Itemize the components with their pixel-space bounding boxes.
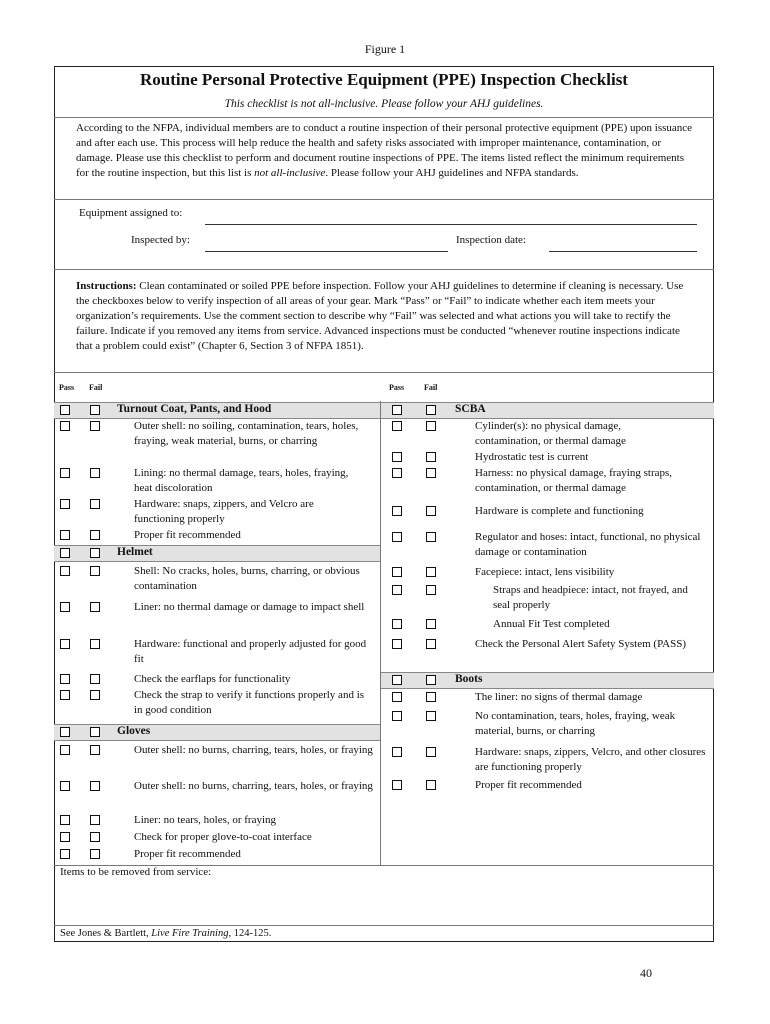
turnout-section-fail-checkbox[interactable] [90, 405, 100, 415]
turnout-item-3-pass-checkbox[interactable] [60, 499, 70, 509]
boots-item-1-fail-checkbox[interactable] [426, 692, 436, 702]
scba-item-8-pass-checkbox[interactable] [392, 619, 402, 629]
scba-item-4-pass-checkbox[interactable] [392, 506, 402, 516]
fail-header-left: Fail [89, 383, 103, 392]
scba-item-7: Straps and headpiece: intact, not frayed, and seal properly [493, 584, 688, 611]
boots-item-4-pass-checkbox[interactable] [392, 780, 402, 790]
scba-item-8: Annual Fit Test completed [493, 618, 610, 630]
turnout-item-4-fail-checkbox[interactable] [90, 530, 100, 540]
gloves-section-fail-checkbox[interactable] [90, 727, 100, 737]
turnout-section-pass-checkbox[interactable] [60, 405, 70, 415]
turnout-item-1-fail-checkbox[interactable] [90, 421, 100, 431]
turnout-item-2-pass-checkbox[interactable] [60, 468, 70, 478]
helmet-item-4-fail-checkbox[interactable] [90, 674, 100, 684]
helmet-item-4-pass-checkbox[interactable] [60, 674, 70, 684]
scba-item-2-fail-checkbox[interactable] [426, 452, 436, 462]
column-divider [380, 401, 381, 865]
page-subtitle: This checklist is not all-inclusive. Please follow your AHJ guidelines. [224, 98, 544, 110]
helmet-section-header [54, 545, 380, 562]
intro-text: According to the NFPA, individual members are to conduct a routine inspection of their personal protective equipment (PPE) upon issuance and after each use. This process will help reduce the health and safety risks associated with improper maintenance, contamination, or damage. Please use this checklist to perform and document routine inspections of PPE. The items listed reflect the minimum requirements for the routine inspection, but this list is [76, 122, 693, 179]
boots-item-1-pass-checkbox[interactable] [392, 692, 402, 702]
boots-section-pass-checkbox[interactable] [392, 675, 402, 685]
divider [54, 372, 714, 373]
divider [54, 117, 714, 118]
inspection-date-label: Inspection date: [456, 234, 526, 246]
scba-item-3-fail-checkbox[interactable] [426, 468, 436, 478]
inspection-date-field[interactable] [549, 251, 697, 252]
page-title: Routine Personal Protective Equipment (PPE) Inspection Checklist [140, 70, 628, 89]
scba-item-4-fail-checkbox[interactable] [426, 506, 436, 516]
turnout-section-title: Turnout Coat, Pants, and Hood [117, 403, 272, 415]
scba-item-9-fail-checkbox[interactable] [426, 639, 436, 649]
gloves-item-5-fail-checkbox[interactable] [90, 849, 100, 859]
gloves-item-2-fail-checkbox[interactable] [90, 781, 100, 791]
turnout-item-1-pass-checkbox[interactable] [60, 421, 70, 431]
divider [54, 925, 714, 926]
gloves-item-2-pass-checkbox[interactable] [60, 781, 70, 791]
helmet-item-1: Shell: No cracks, holes, burns, charring, or obvious contamination [134, 565, 360, 592]
pass-header-left: Pass [59, 383, 75, 392]
turnout-item-2: Lining: no thermal damage, tears, holes, fraying, heat discoloration [134, 467, 349, 494]
helmet-item-2-fail-checkbox[interactable] [90, 602, 100, 612]
scba-item-6: Facepiece: intact, lens visibility [475, 566, 615, 578]
scba-item-5-pass-checkbox[interactable] [392, 532, 402, 542]
helmet-item-2-pass-checkbox[interactable] [60, 602, 70, 612]
boots-item-3-pass-checkbox[interactable] [392, 747, 402, 757]
footer-citation [60, 928, 271, 939]
instructions-text: Clean contaminated or soiled PPE before inspection. Follow your AHJ guidelines to determine if cleaning is necessary. Use the checkboxes below to verify inspection of all areas of your gear. Mark “Pass” or “Fail” to indicate whether each item meets your organization’s requirements. Use the comment section to describe why “Fail” was selected and what actions you will take to rectify the failure. Indicate if you removed any items from service. Advanced inspections must be conducted “whenever routine inspections indicate that a problem could exist” (Chapter 6, Section 3 of NFPA 1851). [76, 280, 684, 352]
helmet-item-3-pass-checkbox[interactable] [60, 639, 70, 649]
boots-item-2: No contamination, tears, holes, fraying, weak material, burns, or charring [475, 710, 676, 737]
helmet-item-5-fail-checkbox[interactable] [90, 690, 100, 700]
boots-item-1: The liner: no signs of thermal damage [475, 691, 643, 703]
scba-item-3-pass-checkbox[interactable] [392, 468, 402, 478]
scba-item-1: Cylinder(s): no physical damage, contamination, or thermal damage [475, 420, 626, 447]
gloves-item-5-pass-checkbox[interactable] [60, 849, 70, 859]
scba-section-fail-checkbox[interactable] [426, 405, 436, 415]
gloves-item-3-fail-checkbox[interactable] [90, 815, 100, 825]
turnout-item-1: Outer shell: no soiling, contamination, tears, holes, fraying, weak material, burns, or charring [134, 420, 359, 447]
footer-prefix: See Jones & Bartlett, [60, 928, 152, 939]
boots-item-4: Proper fit recommended [475, 779, 582, 791]
scba-item-7-pass-checkbox[interactable] [392, 585, 402, 595]
instructions-paragraph [76, 279, 696, 354]
turnout-item-4-pass-checkbox[interactable] [60, 530, 70, 540]
gloves-item-2: Outer shell: no burns, charring, tears, holes, or fraying [134, 780, 373, 792]
scba-item-9: Check the Personal Alert Safety System (PASS) [475, 638, 687, 650]
scba-item-8-fail-checkbox[interactable] [426, 619, 436, 629]
gloves-item-5: Proper fit recommended [134, 848, 241, 860]
fail-header-right: Fail [424, 383, 438, 392]
divider [54, 269, 714, 270]
scba-item-2-pass-checkbox[interactable] [392, 452, 402, 462]
figure-label: Figure 1 [364, 42, 406, 56]
helmet-item-1-pass-checkbox[interactable] [60, 566, 70, 576]
helmet-item-5: Check the strap to verify it functions properly and is in good condition [134, 689, 365, 716]
boots-section-fail-checkbox[interactable] [426, 675, 436, 685]
equipment-assigned-label: Equipment assigned to: [79, 207, 183, 219]
scba-item-3: Harness: no physical damage, fraying straps, contamination, or thermal damage [475, 467, 673, 494]
items-removed-label: Items to be removed from service: [60, 866, 212, 878]
helmet-item-3-fail-checkbox[interactable] [90, 639, 100, 649]
divider [54, 199, 714, 200]
helmet-item-4: Check the earflaps for functionality [134, 673, 291, 685]
instructions-label: Instructions: [76, 280, 137, 292]
scba-item-6-fail-checkbox[interactable] [426, 567, 436, 577]
boots-item-4-fail-checkbox[interactable] [426, 780, 436, 790]
gloves-item-3-pass-checkbox[interactable] [60, 815, 70, 825]
scba-item-6-pass-checkbox[interactable] [392, 567, 402, 577]
turnout-item-3-fail-checkbox[interactable] [90, 499, 100, 509]
intro-paragraph [76, 121, 696, 181]
inspected-by-label: Inspected by: [131, 234, 190, 246]
helmet-item-5-pass-checkbox[interactable] [60, 690, 70, 700]
gloves-section-pass-checkbox[interactable] [60, 727, 70, 737]
scba-item-5-fail-checkbox[interactable] [426, 532, 436, 542]
scba-item-7-fail-checkbox[interactable] [426, 585, 436, 595]
gloves-item-1-fail-checkbox[interactable] [90, 745, 100, 755]
gloves-item-4-fail-checkbox[interactable] [90, 832, 100, 842]
pass-header-right: Pass [389, 383, 405, 392]
intro-emphasis: not all-inclusive [254, 167, 326, 179]
gloves-item-3: Liner: no tears, holes, or fraying [134, 814, 277, 826]
gloves-item-1-pass-checkbox[interactable] [60, 745, 70, 755]
turnout-item-2-fail-checkbox[interactable] [90, 468, 100, 478]
helmet-item-1-fail-checkbox[interactable] [90, 566, 100, 576]
boots-item-2-pass-checkbox[interactable] [392, 711, 402, 721]
boots-item-3-fail-checkbox[interactable] [426, 747, 436, 757]
equipment-assigned-field[interactable] [205, 224, 697, 225]
scba-item-2: Hydrostatic test is current [475, 451, 589, 463]
turnout-item-4: Proper fit recommended [134, 529, 241, 541]
scba-item-1-pass-checkbox[interactable] [392, 421, 402, 431]
boots-item-3: Hardware: snaps, zippers, Velcro, and other closures are functioning properly [475, 746, 706, 773]
gloves-item-1: Outer shell: no burns, charring, tears, holes, or fraying [134, 744, 373, 756]
footer-suffix: , 124-125. [228, 928, 272, 939]
boots-item-2-fail-checkbox[interactable] [426, 711, 436, 721]
scba-item-9-pass-checkbox[interactable] [392, 639, 402, 649]
turnout-item-3: Hardware: snaps, zippers, and Velcro are functioning properly [134, 498, 314, 525]
scba-item-4: Hardware is complete and functioning [475, 505, 644, 517]
helmet-section-title: Helmet [117, 546, 153, 558]
gloves-item-4: Check for proper glove-to-coat interface [134, 831, 312, 843]
scba-item-1-fail-checkbox[interactable] [426, 421, 436, 431]
boots-section-title: Boots [455, 673, 483, 685]
intro-text-end: . Please follow your AHJ guidelines and NFPA standards. [325, 167, 579, 179]
helmet-section-pass-checkbox[interactable] [60, 548, 70, 558]
footer-book-title: Live Fire Training [151, 928, 229, 939]
page-number: 40 [640, 966, 652, 980]
helmet-section-fail-checkbox[interactable] [90, 548, 100, 558]
inspected-by-field[interactable] [205, 251, 448, 252]
helmet-item-3: Hardware: functional and properly adjusted for good fit [134, 638, 367, 665]
scba-item-5: Regulator and hoses: intact, functional, no physical damage or contamination [475, 531, 701, 558]
gloves-section-header [54, 724, 380, 741]
helmet-item-2: Liner: no thermal damage or damage to impact shell [134, 601, 365, 613]
gloves-section-title: Gloves [117, 725, 151, 737]
scba-section-pass-checkbox[interactable] [392, 405, 402, 415]
gloves-item-4-pass-checkbox[interactable] [60, 832, 70, 842]
scba-section-title: SCBA [455, 403, 486, 415]
